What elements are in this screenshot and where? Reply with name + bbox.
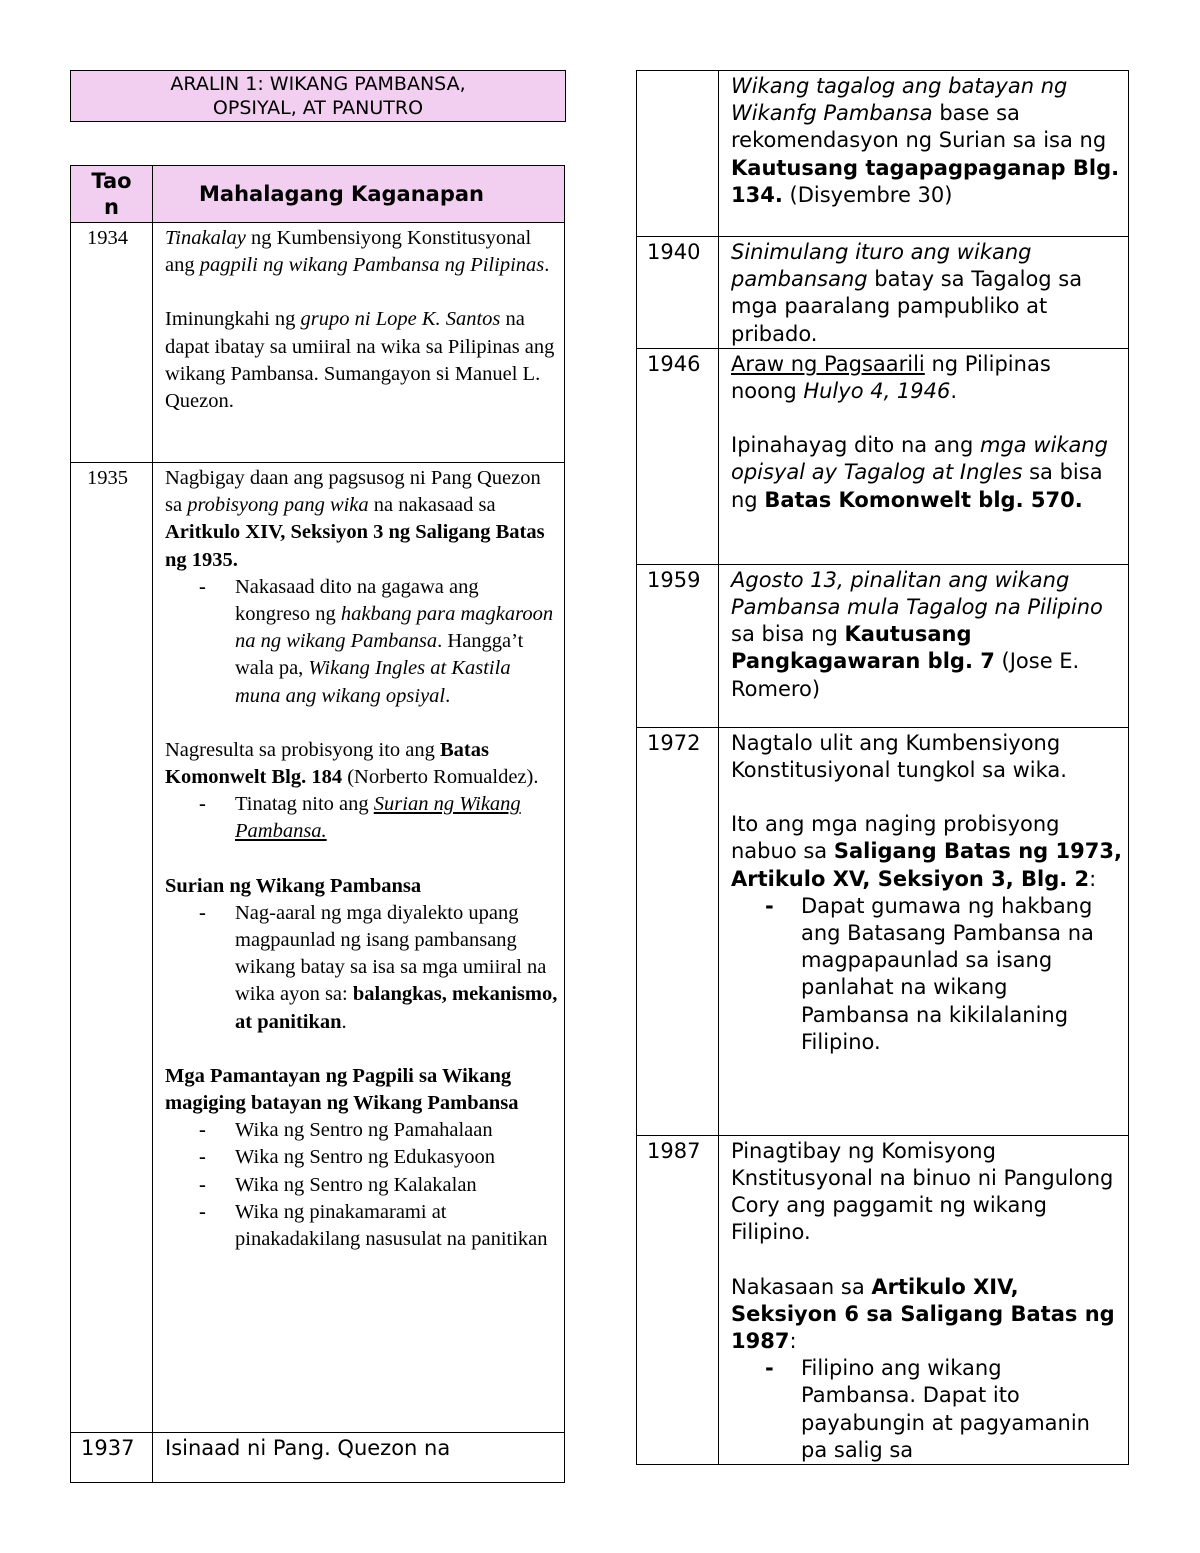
text-bold: Kautusang Pangkagawaran blg. 7 (731, 622, 995, 674)
text: . (544, 254, 550, 277)
year-cell: 1937 (71, 1433, 153, 1483)
criteria-item (165, 1117, 558, 1144)
year-cell: 1987 (637, 1135, 719, 1464)
text-bold: Mga Pamantayan ng Pagpili sa Wikang magiging batayan ng Wikang Pambansa (165, 1064, 519, 1115)
event-cell (719, 564, 1129, 727)
text: na dapat ibatay sa umiiral na wika sa Pilipinas ang wikang Pambansa. Sumangayon si Manuel L. Quezon. (165, 308, 555, 413)
text: ng Kumbensiyong Konstitusyonal ang (165, 227, 532, 277)
text: sa bisa ng (731, 460, 1103, 512)
table-row-1946 (637, 348, 1129, 564)
year-cell: 1935 (71, 463, 153, 1433)
text: Wika ng Sentro ng Kalakalan (235, 1173, 477, 1196)
text-bold: Saligang Batas ng 1973, Artikulo XV, Seksiyon 3, Blg. 2 (731, 839, 1122, 891)
text-italic: Tinakalay (165, 227, 246, 249)
criteria-item (165, 1144, 558, 1171)
text-italic: Wikang Ingles at Kastila muna ang wikang opsiyal (235, 657, 511, 707)
bullet-item (731, 893, 1122, 1056)
bullet-item (731, 1355, 1122, 1464)
bullet-dash: - (199, 575, 206, 598)
table-header-row (71, 166, 565, 223)
table-row-1987 (637, 1135, 1129, 1464)
section-heading (165, 873, 558, 900)
event-paragraph (165, 306, 558, 415)
year-column-header (71, 166, 153, 223)
text: Nagbigay daan ang pagsusog ni Pang Quezon sa (165, 467, 541, 517)
text-italic: grupo ni Lope K. Santos (300, 308, 501, 331)
text: Wika ng Sentro ng Pamahalaan (235, 1119, 493, 1142)
text-italic: Wikang tagalog ang batayan ng Wikanfg Pambansa (731, 74, 1068, 126)
text-italic: Agosto 13, pinalitan ang wikang Pambansa mula Tagalog na Pilipino (731, 567, 1103, 620)
text-italic: pagpili ng wikang Pambansa ng Pilipinas (199, 254, 545, 277)
event-paragraph (731, 73, 1122, 209)
event-paragraph (165, 737, 558, 791)
bullet-dash: - (199, 1173, 206, 1196)
text: Wika ng pinakamarami at pinakadakilang nasusulat na panitikan (235, 1200, 548, 1251)
text-italic: probisyong pang wika (187, 494, 369, 517)
text: Ito ang mga naging probisyong nabuo sa (731, 812, 1060, 864)
text: Ipinahayag dito na ang (731, 433, 980, 458)
event-paragraph (165, 225, 558, 279)
bullet-dash: - (199, 1119, 206, 1142)
text-italic-underline: Surian ng Wikang Pambansa. (235, 793, 521, 843)
text: Filipino ang wikang Pambansa. Dapat ito payabungin at pagyamanin pa salig sa (801, 1356, 1090, 1462)
text: (Norberto Romualdez). (342, 766, 539, 789)
year-cell-empty (637, 71, 719, 237)
event-paragraph (731, 351, 1122, 405)
text: Nakasaan sa (731, 1274, 872, 1299)
bullet-item (165, 900, 558, 1036)
bullet-dash: - (199, 1200, 206, 1223)
text-bold: Aritkulo XIV, Seksiyon 3 ng Saligang Batas ng 1935. (165, 521, 545, 571)
text-underline: Araw ng Pagsaarili (731, 351, 925, 376)
event-cell (153, 223, 565, 463)
text-bold: balangkas, mekanismo, at panitikan (235, 983, 558, 1033)
event-paragraph (731, 567, 1122, 703)
bullet-item (165, 574, 558, 710)
text: Nakasaad dito na gagawa ang kongreso ng (235, 575, 479, 626)
event-paragraph (731, 432, 1122, 514)
text: Nag-aaral ng mga diyalekto upang magpaunlad ng isang pambansang wikang batay sa isa sa mga umiiral na wika ayon sa: (235, 901, 547, 1006)
text: : (789, 1329, 797, 1354)
lesson-title-line1: ARALIN 1: WIKANG PAMBANSA, (170, 73, 466, 95)
event-cell (719, 727, 1129, 1135)
text: (Disyembre 30) (782, 182, 953, 207)
text: Wika ng Sentro ng Edukasyoon (235, 1146, 495, 1169)
event-paragraph (731, 811, 1122, 893)
event-cell (719, 237, 1129, 349)
event-paragraph: Nagtalo ulit ang Kumbensiyong Konstitusiyonal tungkol sa wika. (731, 730, 1067, 783)
event-column-header: Mahalagang Kaganapan (153, 166, 565, 223)
text: . (950, 379, 958, 404)
table-row-1959 (637, 564, 1129, 727)
criteria-item (165, 1199, 558, 1253)
text-bold: Artikulo XIV, Seksiyon 6 sa Saligang Batas ng 1987 (731, 1274, 1115, 1354)
timeline-table-right (636, 70, 1129, 1465)
year-cell: 1940 (637, 237, 719, 349)
text: Nagresulta sa probisyong ito ang (165, 738, 440, 761)
year-header-line1: Tao (91, 169, 132, 193)
bullet-dash: - (765, 893, 774, 918)
event-cell (153, 463, 565, 1433)
event-cell (719, 71, 1129, 237)
text: Tinatag nito ang (235, 793, 374, 816)
text-bold: Batas Komonwelt blg. 570. (764, 487, 1083, 512)
year-header-line2: n (104, 195, 119, 219)
text: Iminungkahi ng (165, 308, 301, 331)
text: (Jose E. Romero) (731, 649, 1080, 701)
text: . (445, 684, 451, 707)
section-heading (165, 1063, 558, 1117)
event-cell: Isinaad ni Pang. Quezon na (153, 1433, 565, 1483)
text: . Hangga’t wala pa, (235, 630, 524, 680)
event-paragraph (731, 1274, 1122, 1356)
text: batay sa Tagalog sa mga paaralang pampubliko at pribado. (731, 267, 1083, 346)
table-row-1937 (71, 1433, 565, 1483)
text: : (1089, 866, 1097, 891)
year-cell: 1959 (637, 564, 719, 727)
bullet-dash: - (199, 793, 206, 816)
event-paragraph (731, 239, 1122, 348)
text: . (341, 1010, 347, 1033)
table-row-1972 (637, 727, 1129, 1135)
bullet-dash: - (765, 1356, 774, 1381)
bullet-item (165, 791, 558, 845)
year-cell: 1972 (637, 727, 719, 1135)
criteria-item (165, 1172, 558, 1199)
text: base sa rekomendasyon ng Surian sa isa ng (731, 101, 1107, 153)
text-italic: hakbang para magkaroon na ng wikang Pambansa (235, 603, 554, 653)
text-italic: mga wikang opisyal ay Tagalog at Ingles (731, 433, 1108, 485)
event-paragraph (165, 465, 558, 574)
bullet-dash: - (199, 901, 206, 924)
event-cell (719, 1135, 1129, 1464)
text-bold: Kautusang tagapagpaganap Blg. 134. (731, 155, 1120, 207)
table-row-1934 (71, 223, 565, 463)
year-cell: 1946 (637, 348, 719, 564)
event-cell (719, 348, 1129, 564)
event-paragraph: Pinagtibay ng Komisyong Knstitusyonal na binuo ni Pangulong Cory ang paggamit ng wikang Filipino. (731, 1138, 1114, 1245)
text-italic: Hulyo 4, 1946 (803, 379, 951, 404)
bullet-dash: - (199, 1146, 206, 1169)
text-bold: Surian ng Wikang Pambansa (165, 874, 422, 897)
lesson-title-line2: OPSIYAL, AT PANUTRO (212, 97, 424, 119)
text: na nakasaad sa (368, 494, 496, 517)
table-row-1940 (637, 237, 1129, 349)
text-italic: Sinimulang ituro ang wikang pambansang (731, 240, 1032, 292)
text-bold: Batas Komonwelt Blg. 184 (165, 738, 489, 789)
text: Dapat gumawa ng hakbang ang Batasang Pambansa na magpapaunlad sa isang panlahat na wikang Pambansa na kikilalaning Filipino. (801, 893, 1094, 1054)
timeline-table-left (70, 165, 565, 1483)
text: ng Pilipinas noong (731, 351, 1051, 404)
year-cell: 1934 (71, 223, 153, 463)
table-row-1937-continued (637, 71, 1129, 237)
lesson-title (70, 70, 566, 122)
text: sa bisa ng (731, 622, 845, 647)
table-row-1935 (71, 463, 565, 1433)
